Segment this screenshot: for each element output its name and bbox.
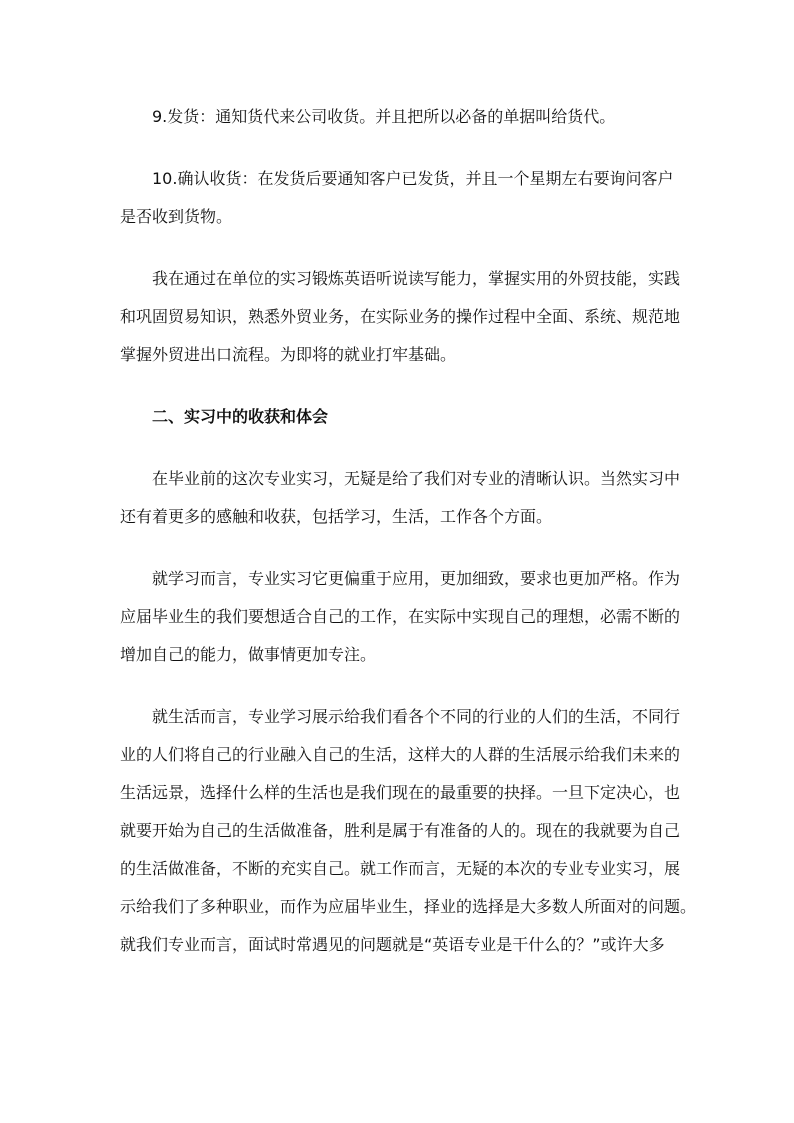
- paragraph-line: 我在通过在单位的实习锻炼英语听说读写能力，掌握实用的外贸技能，实践: [152, 269, 681, 288]
- paragraph-line: 增加自己的能力，做事情更加专注。: [120, 645, 377, 664]
- paragraph-line: 掌握外贸进出口流程。为即将的就业打牢基础。: [120, 345, 457, 364]
- paragraph-study: [120, 560, 680, 674]
- paragraph-line: 和巩固贸易知识，熟悉外贸业务，在实际业务的操作过程中全面、系统、规范地: [120, 307, 681, 326]
- paragraph-summary: [120, 260, 680, 374]
- paragraph-line: 在毕业前的这次专业实习，无疑是给了我们对专业的清晰认识。当然实习中: [152, 469, 681, 488]
- paragraph-line: 业的人们将自己的行业融入自己的生活，这样大的人群的生活展示给我们未来的: [120, 745, 681, 764]
- paragraph-line: 示给我们了多种职业，而作为应届毕业生，择业的选择是大多数人所面对的问题。: [120, 897, 697, 916]
- paragraph-step-9: [120, 98, 680, 136]
- paragraph-line: 生活远景，选择什么样的生活也是我们现在的最重要的抉择。一旦下定决心，也: [120, 783, 681, 802]
- paragraph-line: 的生活做准备，不断的充实自己。就工作而言，无疑的本次的专业专业实习，展: [120, 859, 681, 878]
- document-page: [120, 98, 697, 988]
- paragraph-line: 就我们专业而言，面试时常遇见的问题就是“英语专业是干什么的？”或许大多: [120, 935, 665, 954]
- paragraph-line: 就生活而言，专业学习展示给我们看各个不同的行业的人们的生活，不同行: [152, 707, 681, 726]
- section-heading: 二、实习中的收获和体会: [152, 407, 329, 426]
- paragraph-life: [120, 698, 697, 964]
- paragraph-line: 是否收到货物。: [120, 207, 233, 226]
- paragraph-line: 10.确认收货：在发货后要通知客户已发货，并且一个星期左右要询问客户: [152, 169, 674, 188]
- paragraph-line: 就要开始为自己的生活做准备，胜利是属于有准备的人的。现在的我就要为自己: [120, 821, 681, 840]
- paragraph-line: 应届毕业生的我们要想适合自己的工作，在实际中实现自己的理想，必需不断的: [120, 607, 681, 626]
- paragraph-line: 还有着更多的感触和收获，包括学习，生活，工作各个方面。: [120, 507, 553, 526]
- paragraph-line: 就学习而言，专业实习它更偏重于应用，更加细致，要求也更加严格。作为: [152, 569, 681, 588]
- paragraph-step-10: [120, 160, 680, 236]
- paragraph-line: 9.发货：通知货代来公司收货。并且把所以必备的单据叫给货代。: [152, 107, 616, 126]
- paragraph-intro: [120, 460, 680, 536]
